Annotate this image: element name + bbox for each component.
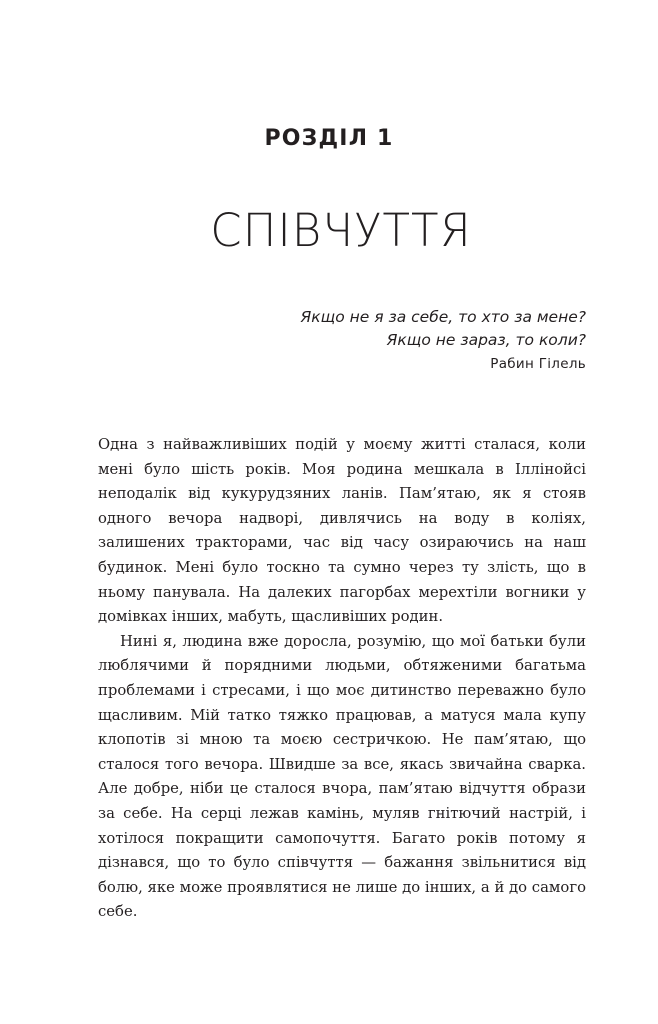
epigraph-line-1: Якщо не я за себе, то хто за мене? bbox=[300, 308, 586, 326]
paragraph-2: Нині я, людина вже доросла, розумію, що мої батьки були люблячими й порядними людьми, обтяженими багатьма проблемами і стресами, і що моє дитинство переважно було щасливим. Мій татко тяжко працював, а матуся мала купу клопотів зі мною та моєю сестричкою. Не пам’ятаю, що сталося того вечора. Швидше за все, якась звичайна сварка. Але добре, ніби це сталося вчора, пам’ятаю відчуття образи за себе. На серці лежав камінь, муляв гнітючий настрій, і хотілося покращити самопочуття. Багато років потому я дізнався, що то було співчуття — бажання звільнитися від болю, яке може проявлятися не лише до інших, а й до самого себе. bbox=[98, 632, 586, 921]
epigraph-author: Рабин Гілель bbox=[490, 356, 586, 372]
paragraph-1: Одна з найважливіших подій у моєму житті сталася, коли мені було шість років. Моя родина мешкала в Іллінойсі неподалік від кукурудзяних ланів. Пам’ятаю, як я стояв одного вечора надворі, дивлячись на воду в коліях, залишених тракторами, час від часу озираючись на наш будинок. Мені було тоскно та сумно через ту злість, що в ньому панувала. На далеких пагорбах мерехтіли вогники у домівках інших, мабуть, щасливіших родин. bbox=[98, 436, 586, 626]
epigraph bbox=[300, 306, 586, 376]
chapter-title: СПІВЧУТТЯ bbox=[210, 204, 472, 257]
body-text bbox=[98, 433, 586, 925]
epigraph-line-2: Якщо не зараз, то коли? bbox=[386, 331, 586, 349]
chapter-label: РОЗДІЛ 1 bbox=[264, 126, 394, 151]
